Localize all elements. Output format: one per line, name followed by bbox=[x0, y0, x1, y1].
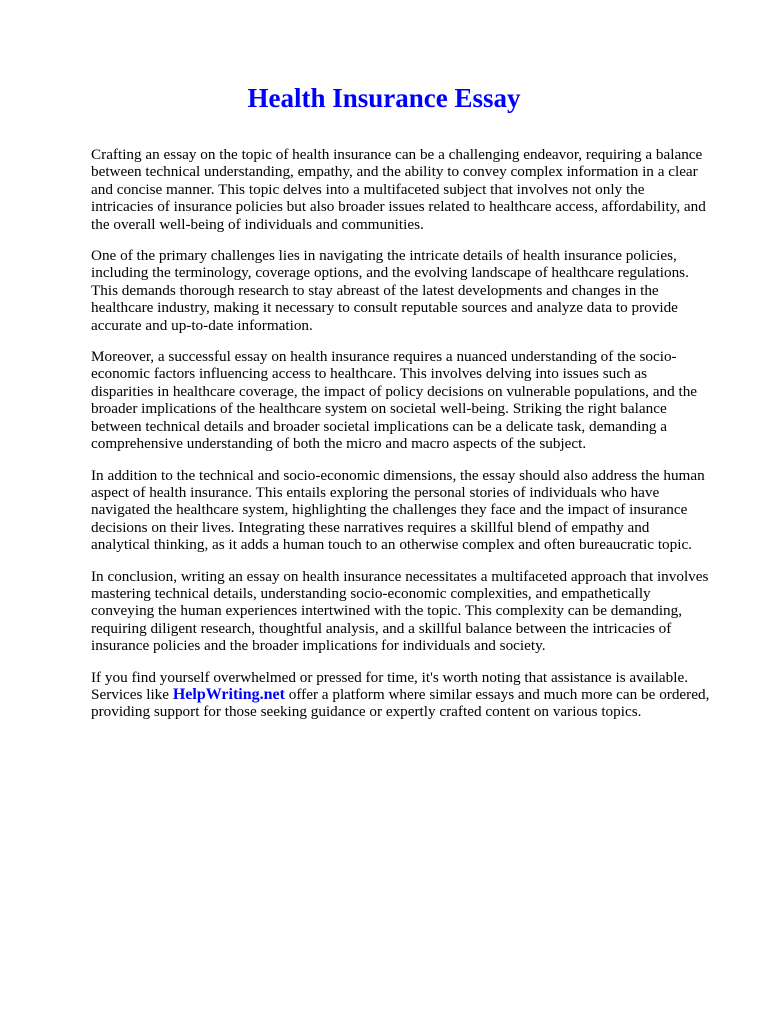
text-line: navigated the healthcare system, highlighting the challenges they face and the impact of insurance bbox=[91, 501, 688, 519]
text-line: including the terminology, coverage options, and the evolving landscape of healthcare regulations. bbox=[91, 264, 689, 282]
text-line: economic factors influencing access to healthcare. This involves delving into issues such as bbox=[91, 365, 648, 383]
text-line: and concise manner. This topic delves into a multifaceted subject that involves not only the bbox=[91, 180, 645, 198]
essay-paragraph bbox=[91, 348, 726, 452]
text-line: This demands thorough research to stay abreast of the latest developments and changes in the bbox=[91, 281, 659, 299]
text-line: the overall well-being of individuals and communities. bbox=[91, 215, 424, 233]
text-line: decisions on their lives. Integrating these narratives requires a skillful blend of empathy and bbox=[91, 518, 650, 536]
text-line: healthcare industry, making it necessary to consult reputable sources and analyze data to provide bbox=[91, 299, 678, 317]
text-line: accurate and up-to-date information. bbox=[91, 316, 313, 334]
text-line: between technical understanding, empathy, and the ability to convey complex information in a clear bbox=[91, 163, 698, 181]
closing-line-2-tail: offer a platform where similar essays and much more can be ordered, bbox=[284, 685, 710, 703]
helpwriting-link[interactable]: HelpWriting.net bbox=[172, 685, 285, 703]
essay-paragraph bbox=[91, 146, 726, 233]
text-line: In addition to the technical and socio-economic dimensions, the essay should also address the human bbox=[91, 466, 705, 484]
essay-paragraph bbox=[91, 568, 726, 655]
text-line: One of the primary challenges lies in navigating the intricate details of health insurance policies, bbox=[91, 247, 677, 265]
closing-line-1: If you find yourself overwhelmed or pressed for time, it's worth noting that assistance is available. bbox=[91, 668, 689, 686]
text-line: requiring diligent research, thoughtful analysis, and a skillful balance between the intricacies of bbox=[91, 619, 672, 637]
text-line: analytical thinking, as it adds a human touch to an otherwise complex and often bureaucratic topic. bbox=[91, 536, 692, 554]
text-line: mastering technical details, understanding socio-economic complexities, and empathetically bbox=[91, 584, 651, 602]
closing-line-2-lead: Services like bbox=[91, 685, 173, 703]
text-line: Moreover, a successful essay on health insurance requires a nuanced understanding of the socio- bbox=[91, 348, 677, 366]
text-line: insurance policies and the broader implications for individuals and society. bbox=[91, 637, 546, 655]
paragraph-list bbox=[91, 146, 726, 655]
essay-paragraph bbox=[91, 467, 726, 554]
closing-line-2 bbox=[91, 686, 726, 703]
essay-body bbox=[91, 146, 726, 735]
text-line: In conclusion, writing an essay on health insurance necessitates a multifaceted approach that involves bbox=[91, 567, 709, 585]
page-title: Health Insurance Essay bbox=[247, 83, 521, 113]
text-line: Crafting an essay on the topic of health insurance can be a challenging endeavor, requiring a balance bbox=[91, 146, 703, 163]
text-line: conveying the human experiences intertwined with the topic. This complexity can be demanding, bbox=[91, 602, 683, 620]
text-line: intricacies of insurance policies but also broader issues related to healthcare access, affordability, and bbox=[91, 198, 706, 216]
closing-line-3: providing support for those seeking guidance or expertly crafted content on various topics. bbox=[91, 703, 642, 721]
closing-paragraph bbox=[91, 669, 726, 721]
text-line: comprehensive understanding of both the micro and macro aspects of the subject. bbox=[91, 435, 587, 453]
text-line: aspect of health insurance. This entails exploring the personal stories of individuals who have bbox=[91, 483, 660, 501]
essay-paragraph bbox=[91, 247, 726, 334]
text-line: disparities in healthcare coverage, the impact of policy decisions on vulnerable populations, and the bbox=[91, 382, 698, 400]
text-line: between technical details and broader societal implications can be a delicate task, demanding a bbox=[91, 417, 668, 435]
text-line: broader implications of the healthcare system on societal well-being. Striking the right balance bbox=[91, 400, 667, 418]
